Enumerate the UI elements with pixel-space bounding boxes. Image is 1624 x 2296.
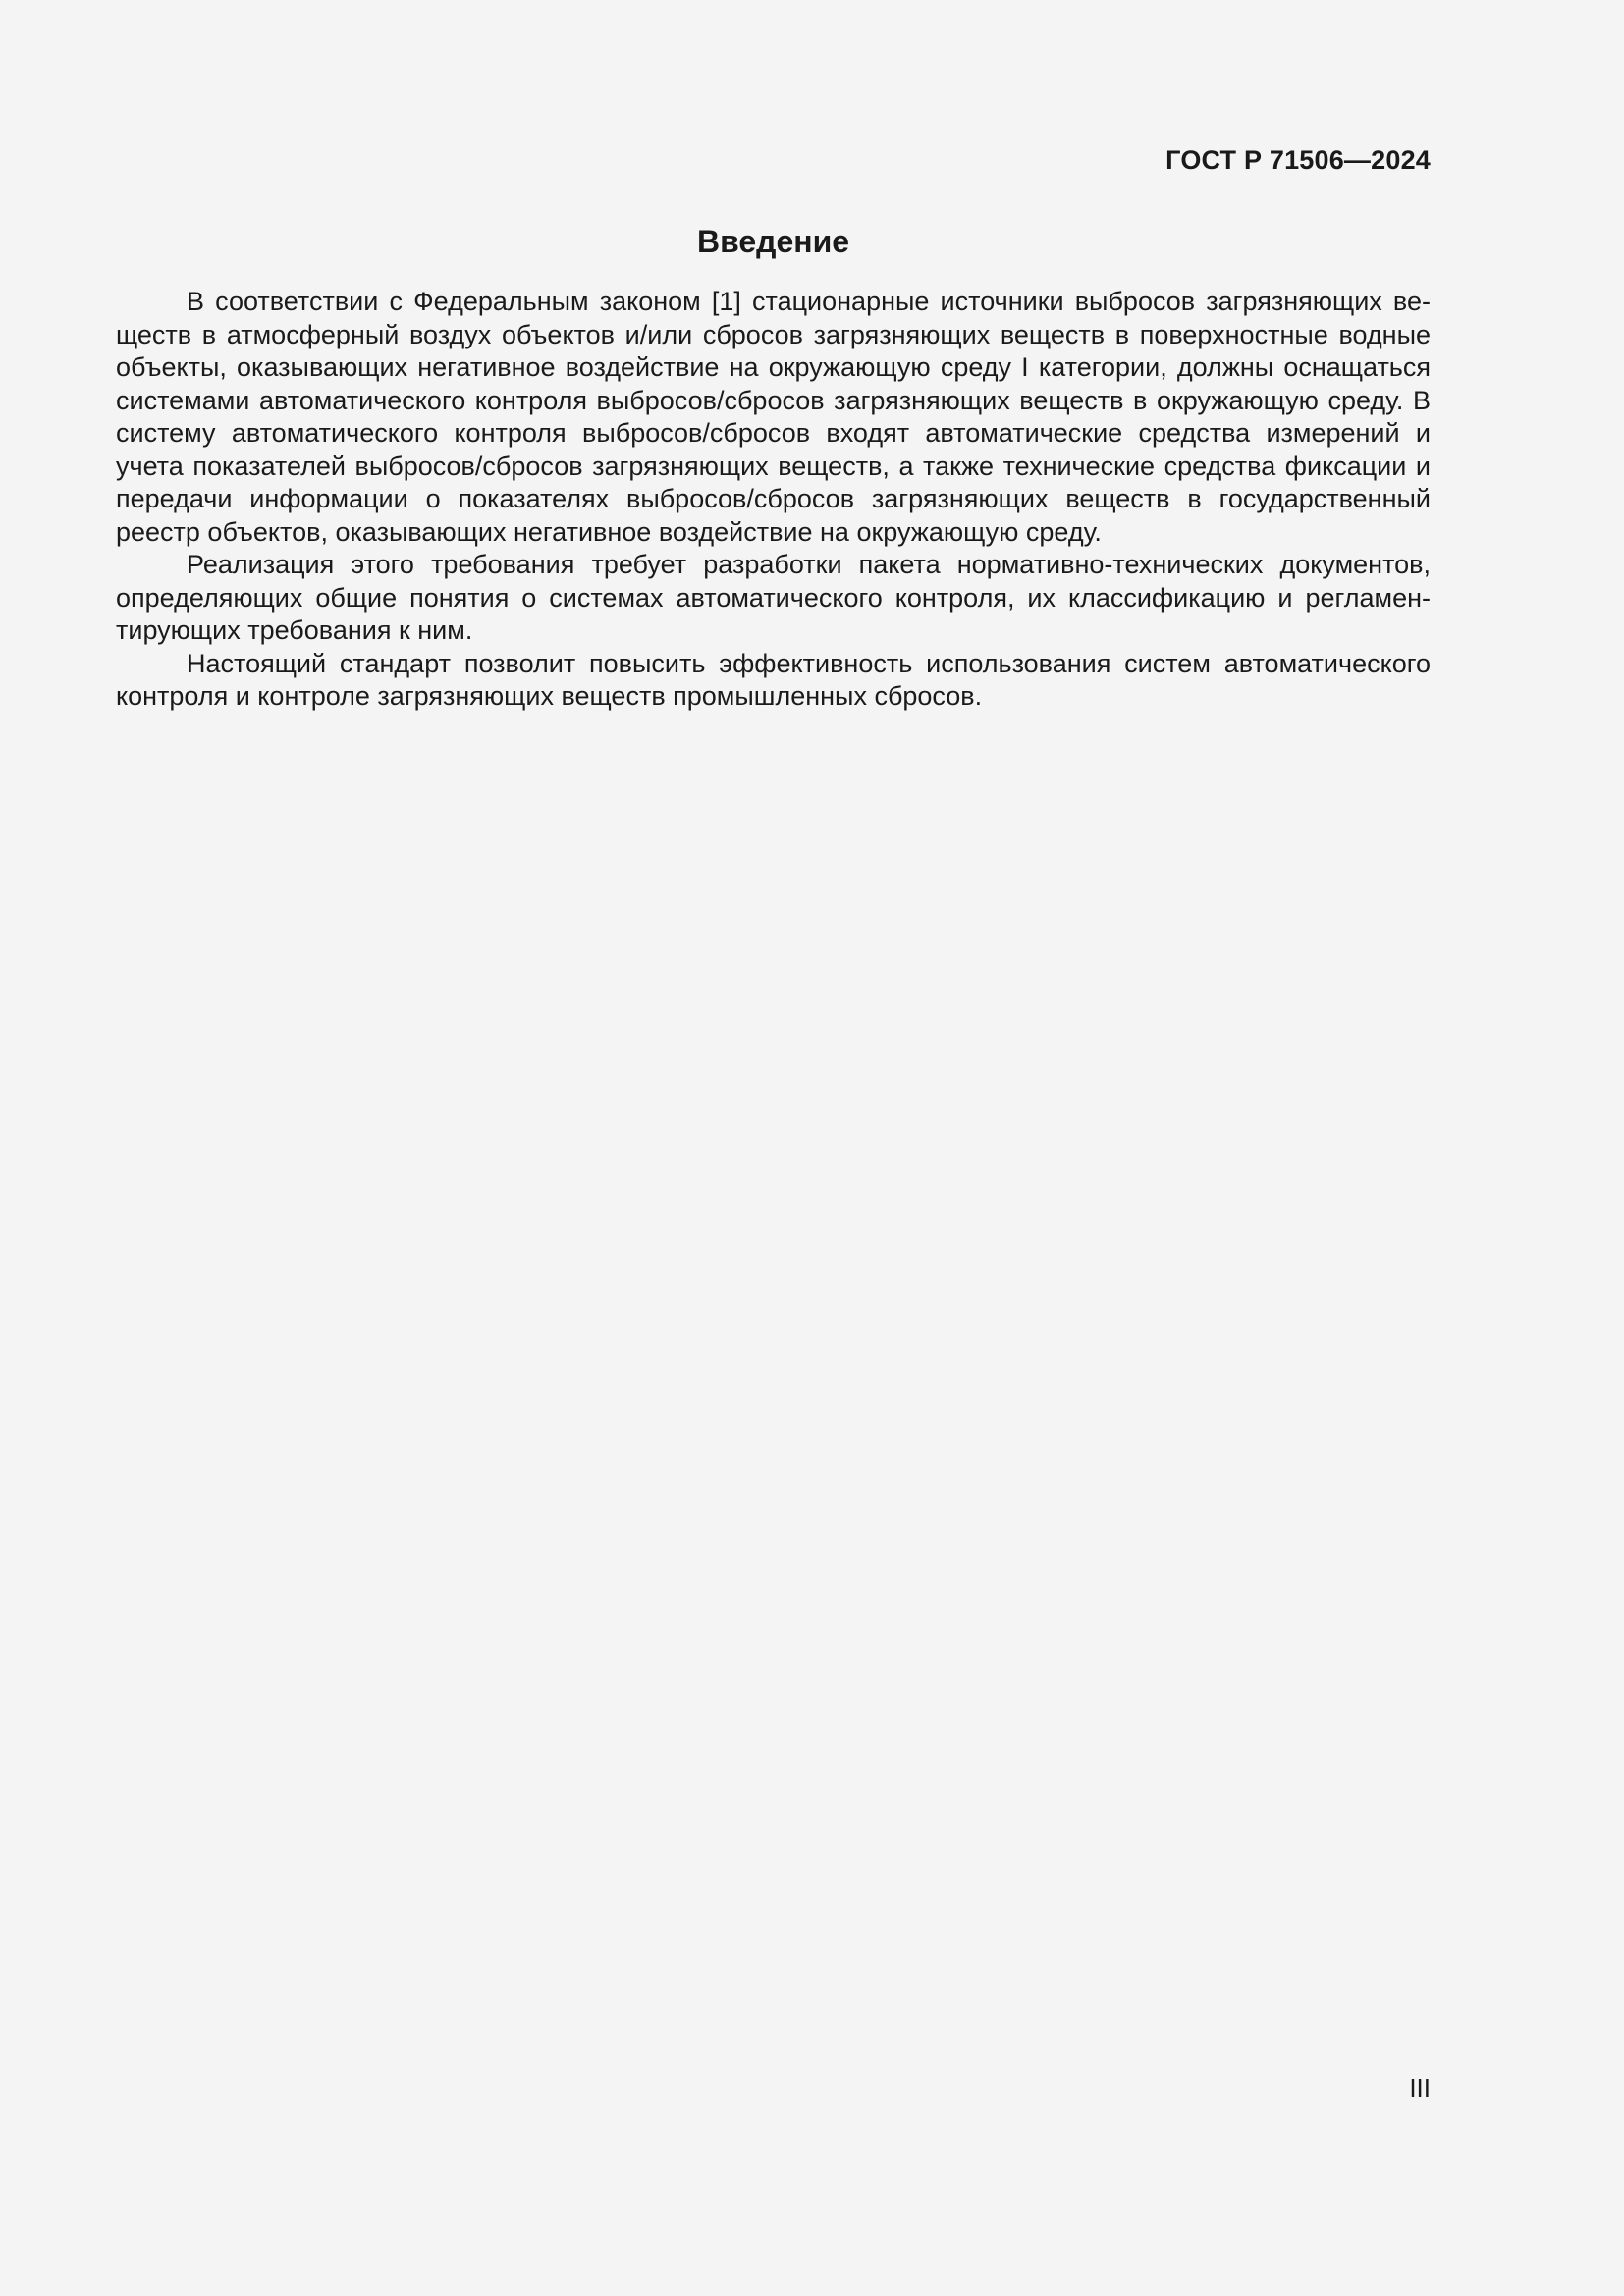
paragraph: Реализация этого требования требует разработки пакета нормативно-технических документов, определяющих общие понятия о системах автоматического контроля, их классификацию и регламентирующих требования к ним. — [116, 550, 1431, 645]
paragraph: В соответствии с Федеральным законом [1] стационарные источники выбросов загрязняющих веществ в атмосферный воздух объектов и/или сбросов загрязняющих веществ в поверхностные водные объекты, оказывающих негативное воздействие на окружающую среду I категории, должны оснащаться системами автоматического контроля выбросов/сбросов загрязняющих веществ в окружающую среду. В систему автоматического контроля выбросов/сбросов входят автоматические средства измерений и учета показателей выбросов/сбросов загрязняющих веществ, а также технические средства фиксации и передачи информации о показателях выбросов/сбросов загрязняющих веществ в государственный реестр объектов, оказывающих негативное воздействие на окружающую среду. — [116, 287, 1431, 547]
page-number: III — [1409, 2073, 1431, 2103]
paragraph: Настоящий стандарт позволит повысить эффективность использования систем автоматического контроля и контроле загрязняющих веществ промышленных сбросов. — [116, 648, 1431, 711]
section-body — [116, 286, 1431, 714]
document-code: ГОСТ Р 71506—2024 — [1165, 145, 1431, 175]
section-title: Введение — [696, 224, 850, 259]
